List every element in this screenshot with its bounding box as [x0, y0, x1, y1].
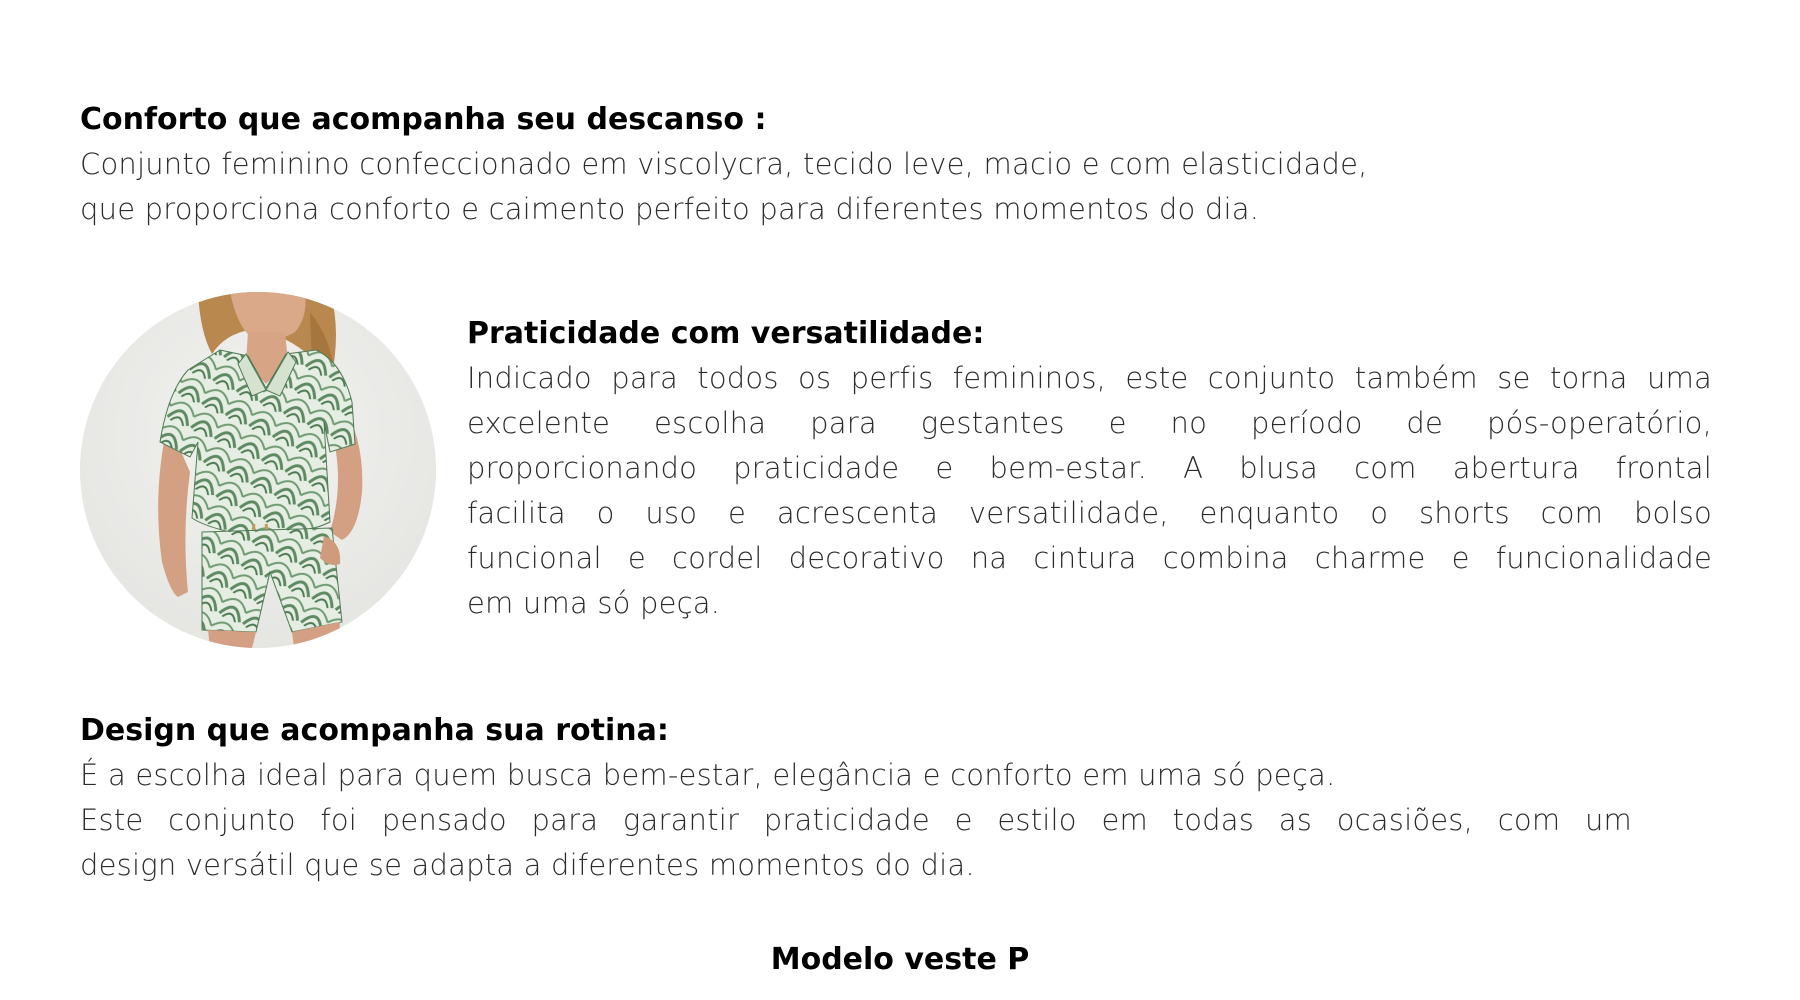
- model-size-note: Modelo veste P: [770, 942, 1030, 977]
- paragraph-line: design versátil que se adapta a diferentes momentos do dia.: [80, 848, 975, 882]
- paragraph-line: facilita o uso e acrescenta versatilidade, enquanto o shorts com bolso: [467, 496, 1712, 530]
- paragraph-line: Conjunto feminino confeccionado em viscolycra, tecido leve, macio e com elasticidade,: [80, 147, 1368, 181]
- section-body-praticidade: [467, 356, 1712, 626]
- paragraph-line: Indicado para todos os perfis femininos, este conjunto também se torna uma: [467, 361, 1712, 395]
- paragraph-line: que proporciona conforto e caimento perfeito para diferentes momentos do dia.: [80, 192, 1260, 226]
- section-heading-conforto: Conforto que acompanha seu descanso :: [80, 102, 767, 137]
- paragraph-line: Este conjunto foi pensado para garantir praticidade e estilo em todas as ocasiões, com um: [80, 803, 1632, 837]
- section-body-conforto: [80, 142, 1530, 232]
- section-heading-praticidade: Praticidade com versatilidade:: [467, 316, 985, 351]
- paragraph-line: excelente escolha para gestantes e no período de pós-operatório,: [467, 406, 1712, 440]
- paragraph-line: proporcionando praticidade e bem-estar. A blusa com abertura frontal: [467, 451, 1712, 485]
- section-heading-design: Design que acompanha sua rotina:: [80, 713, 669, 748]
- product-photo: [80, 292, 436, 648]
- paragraph-line: funcional e cordel decorativo na cintura combina charme e funcionalidade: [467, 541, 1712, 575]
- paragraph-line: É a escolha ideal para quem busca bem-estar, elegância e conforto em uma só peça.: [80, 758, 1336, 792]
- paragraph-line: em uma só peça.: [467, 586, 721, 620]
- model-wearing-pajama-set-image: [80, 292, 436, 648]
- section-body-design: [80, 753, 1632, 888]
